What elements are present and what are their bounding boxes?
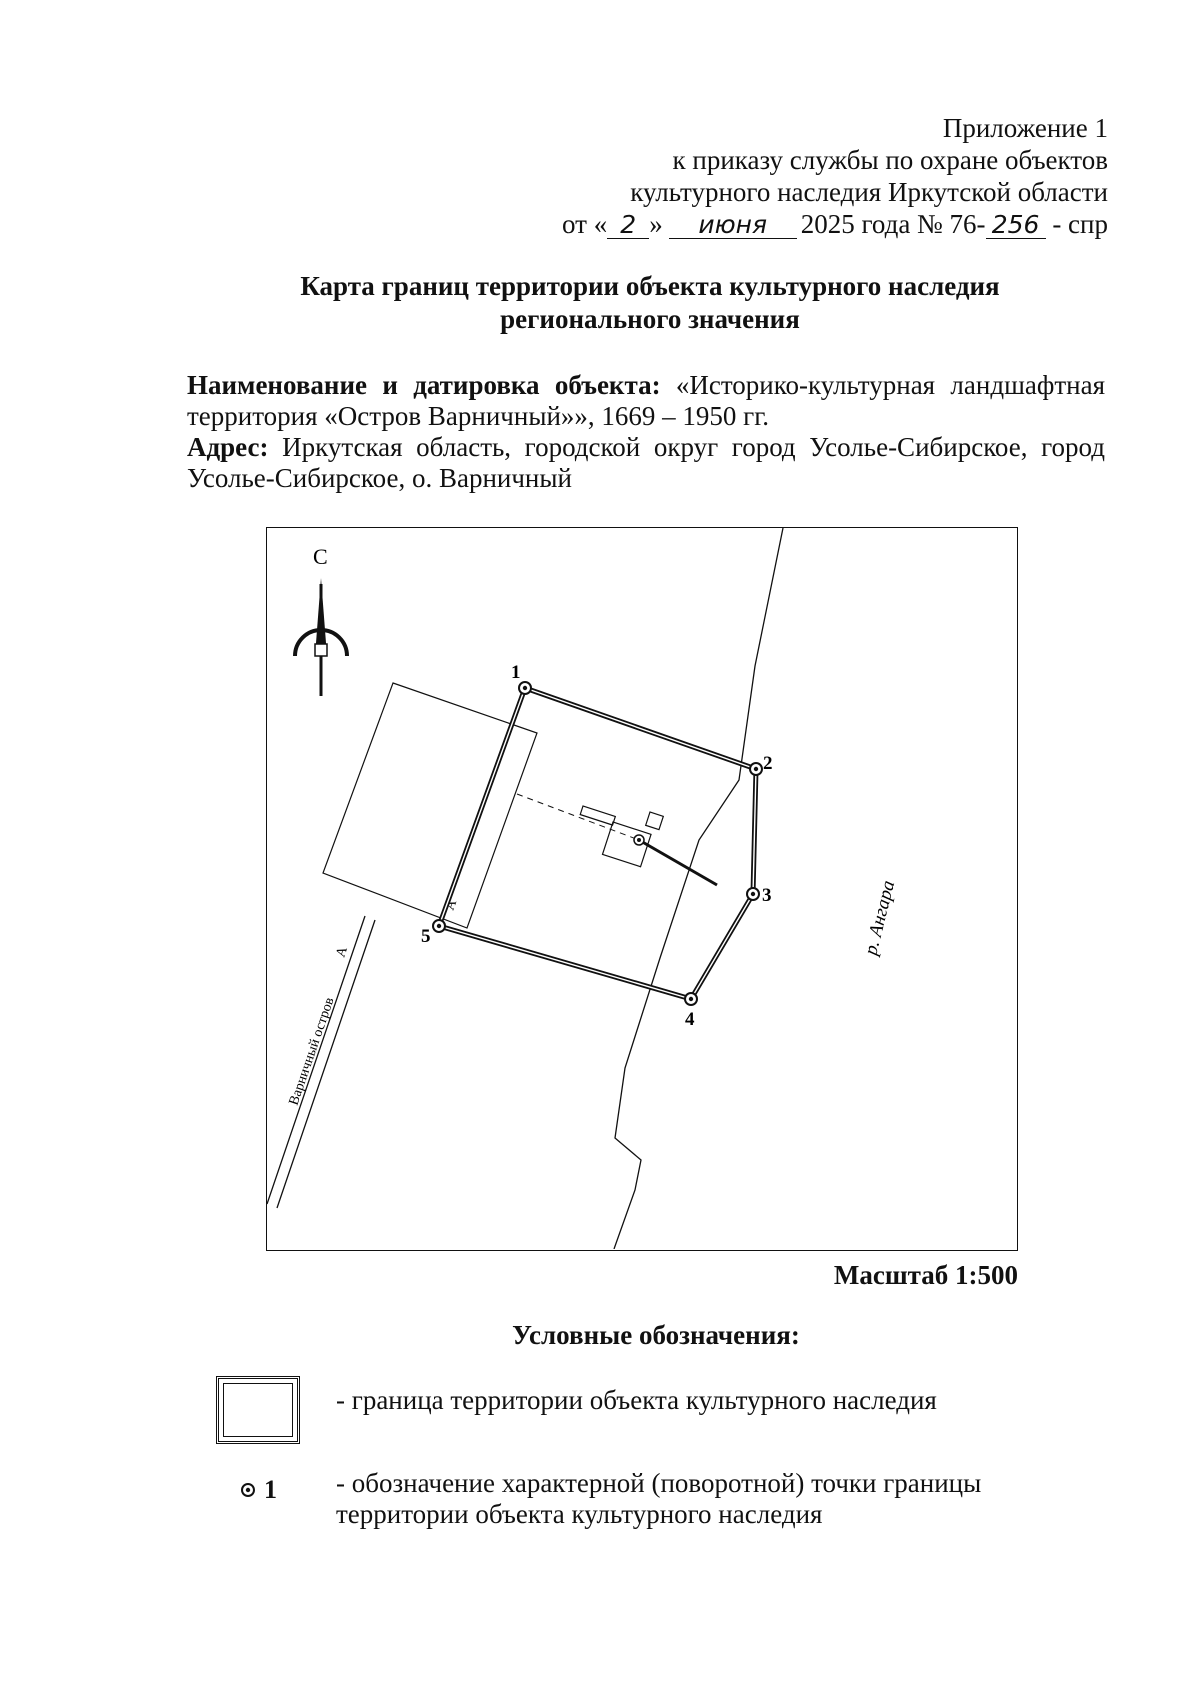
date-month-handwritten: июня (669, 212, 797, 239)
legend-point-text-line-1: - обозначение характерной (поворотной) точки границы (336, 1468, 982, 1498)
object-address-paragraph (187, 432, 1105, 494)
building-2 (646, 812, 664, 830)
date-day-handwritten: 2 (607, 212, 649, 239)
boundary-point-1 (519, 682, 531, 694)
date-mid: » (649, 209, 663, 239)
appendix-line-3: культурного наследия Иркутской области (630, 177, 1108, 207)
dashed-axis (517, 794, 639, 840)
boundary-point-2 (750, 763, 762, 775)
date-year-text: 2025 года № 76- (800, 209, 986, 239)
north-label: С (313, 544, 328, 569)
order-number-handwritten: 256 (986, 212, 1046, 239)
object-name-label: Наименование и датировка объекта: (187, 370, 661, 400)
point-label-1: 1 (511, 662, 521, 683)
point-label-5: 5 (421, 926, 431, 947)
north-arrow (295, 544, 347, 696)
inner-line (639, 840, 717, 885)
territory-boundary-outer (439, 688, 756, 999)
object-address-value: Иркутская область, городской округ город Усолье-Сибирское, город Усолье-Сибирское, о. Варничный (187, 432, 1105, 493)
point-label-3: 3 (762, 885, 772, 906)
appendix-header (562, 112, 1108, 240)
point-symbol-label: 1 (264, 1475, 277, 1504)
document-title (190, 270, 1110, 336)
boundary-point-3 (747, 888, 759, 900)
legend-point-text (336, 1468, 981, 1530)
legend-boundary-text: - граница территории объекта культурного наследия (336, 1385, 937, 1415)
order-date-line (562, 208, 1108, 240)
road-label: Варничный остров (286, 995, 338, 1108)
legend-point-text-line-2: территории объекта культурного наследия (336, 1499, 823, 1529)
point-label-4: 4 (685, 1009, 695, 1030)
territory-boundary-inner (439, 688, 756, 999)
order-suffix: - спр (1045, 209, 1108, 239)
appendix-line-2: к приказу службы по охране объектов (672, 145, 1108, 175)
object-name-value: «Историко-культурная ландшафтная территория «Остров Варничный»», 1669 – 1950 гг. (187, 370, 1105, 431)
road-marker-a-parcel: А (442, 897, 461, 913)
object-address-label: Адрес: (187, 432, 269, 462)
adjacent-parcel (323, 683, 537, 928)
legend-point-symbol (240, 1475, 277, 1505)
river-label: р. Ангара (860, 878, 900, 958)
boundary-map (266, 527, 1018, 1251)
legend-title: Условные обозначения: (512, 1320, 800, 1350)
boundary-point-4 (685, 993, 697, 1005)
road-edge-right (277, 920, 375, 1208)
object-name-paragraph (187, 370, 1105, 432)
river-bank-line (614, 528, 783, 1249)
map-scale: Масштаб 1:500 (833, 1260, 1018, 1290)
date-prefix: от « (562, 209, 608, 239)
point-symbol-icon (240, 1482, 256, 1498)
legend-boundary-symbol (216, 1376, 300, 1444)
title-line-2: регионального значения (500, 304, 800, 334)
appendix-title: Приложение 1 (942, 113, 1108, 143)
map-svg (267, 528, 1016, 1249)
title-line-1: Карта границ территории объекта культурного наследия (300, 271, 1000, 301)
building-1 (580, 806, 615, 825)
boundary-point-5 (433, 920, 445, 932)
road-marker-a-road: А (333, 944, 351, 960)
point-label-2: 2 (763, 753, 773, 774)
